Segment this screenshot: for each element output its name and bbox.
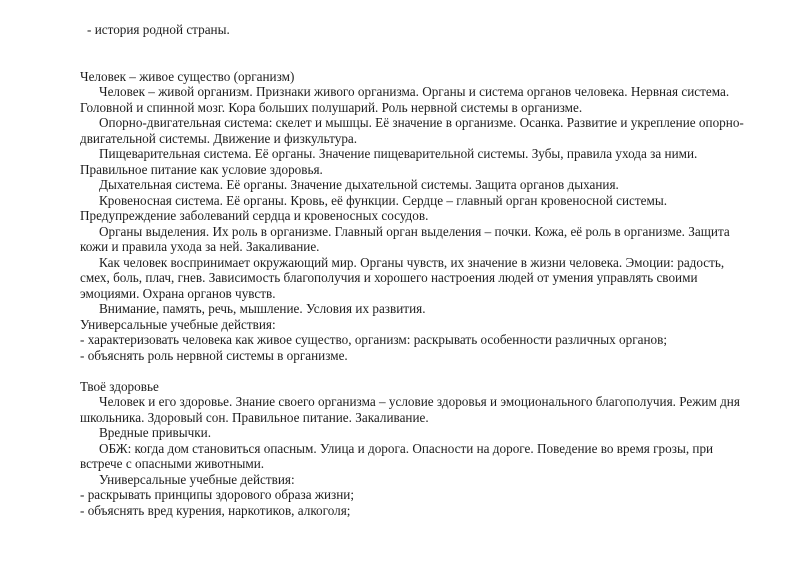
text-line: Опорно-двигательная система: скелет и мышцы. Её значение в организме. Осанка. Развитие и укрепление опорно-	[99, 115, 744, 130]
text-line: Правильное питание как условие здоровья.	[80, 161, 323, 177]
text-line: Кровеносная система. Её органы. Кровь, её функции. Сердце – главный орган кровеносной системы.	[99, 192, 668, 208]
section-heading-health: Твоё здоровье	[80, 378, 159, 394]
text-line: Вредные привычки.	[99, 425, 212, 440]
text-line: Внимание, память, речь, мышление. Условия их развития.	[99, 301, 426, 316]
blank-line	[80, 363, 780, 379]
list-item-uud: - раскрывать принципы здорового образа жизни;	[80, 487, 355, 502]
text-line: Предупреждение заболеваний сердца и кровеносных сосудов.	[80, 208, 429, 223]
subheading-uud-health: Универсальные учебные действия:	[99, 471, 295, 487]
text-line: двигательной системы. Движение и физкультура.	[80, 130, 358, 146]
text-line: встрече с опасными животными.	[80, 456, 265, 471]
document-body	[80, 22, 780, 518]
list-item-uud: - объяснять вред курения, наркотиков, алкоголя;	[80, 502, 351, 518]
text-line: эмоциями. Охрана органов чувств.	[80, 285, 276, 301]
text-line: кожи и правила ухода за ней. Закаливание.	[80, 239, 320, 254]
text-line: Дыхательная система. Её органы. Значение дыхательной системы. Защита органов дыхания.	[99, 177, 619, 192]
text-line: Головной и спинной мозг. Кора больших полушарий. Роль нервной системы в организме.	[80, 99, 583, 115]
blank-line	[80, 53, 780, 69]
text-line: школьника. Здоровый сон. Правильное питание. Закаливание.	[80, 409, 429, 425]
text-line: Органы выделения. Их роль в организме. Главный орган выделения – почки. Кожа, её роль в организме. Защита	[99, 223, 730, 239]
list-item-uud: - характеризовать человека как живое существо, организм: раскрывать особенности различных органов;	[80, 332, 668, 347]
section-heading-organism: Человек – живое существо (организм)	[80, 68, 295, 84]
list-item-uud: - объяснять роль нервной системы в организме.	[80, 347, 348, 363]
list-item-history: - история родной страны.	[87, 22, 230, 37]
text-line: Пищеварительная система. Её органы. Значение пищеварительной системы. Зубы, правила ухода за ними.	[99, 146, 698, 161]
text-line: Человек – живой организм. Признаки живого организма. Органы и система органов человека. Нервная система.	[99, 84, 730, 99]
text-line: Человек и его здоровье. Знание своего организма – условие здоровья и эмоционального благополучия. Режим дня	[99, 394, 740, 409]
text-line: Как человек воспринимает окружающий мир. Органы чувств, их значение в жизни человека. Эмоции: радость,	[99, 254, 725, 270]
text-line: ОБЖ: когда дом становиться опасным. Улица и дорога. Опасности на дороге. Поведение во время грозы, при	[99, 440, 714, 456]
blank-line	[80, 38, 780, 54]
text-line: смех, боль, плач, гнев. Зависимость благополучия и хорошего настроения людей от умения управлять своими	[80, 270, 698, 285]
subheading-uud-organism: Универсальные учебные действия:	[80, 316, 276, 332]
